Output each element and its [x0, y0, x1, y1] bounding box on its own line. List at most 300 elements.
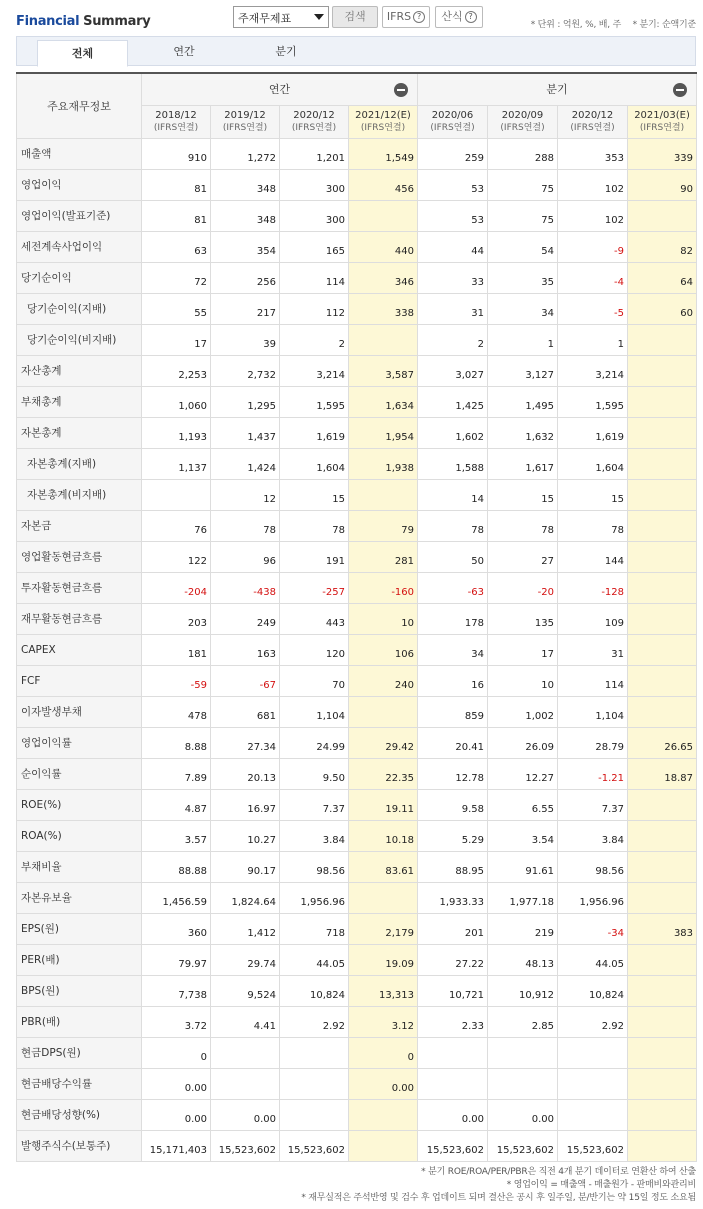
- table-cell: 16.97: [211, 789, 280, 820]
- row-label: PBR(배): [17, 1006, 142, 1037]
- unit-note: * 단위 : 억원, %, 배, 주 * 분기: 순액기준: [530, 20, 696, 30]
- table-cell: 10: [349, 603, 418, 634]
- table-cell: 34: [418, 634, 488, 665]
- table-cell: 13,313: [349, 975, 418, 1006]
- table-cell: 300: [280, 200, 349, 231]
- table-cell: 443: [280, 603, 349, 634]
- table-cell: 1,295: [211, 386, 280, 417]
- table-cell: [558, 1099, 628, 1130]
- table-cell: 3.57: [142, 820, 211, 851]
- table-cell: 203: [142, 603, 211, 634]
- table-cell: [628, 417, 697, 448]
- table-cell: 5.29: [418, 820, 488, 851]
- period-label: 2021/12(E): [355, 109, 411, 121]
- table-row: [17, 262, 697, 293]
- table-cell: 1,617: [488, 448, 558, 479]
- footnote-3: * 재무실적은 주석반영 및 검수 후 업데이트 되며 결산은 공시 후 일주일, 분/반기는 약 15일 정도 소요됨: [301, 1193, 696, 1203]
- table-cell: 217: [211, 293, 280, 324]
- table-cell: 165: [280, 231, 349, 262]
- table-cell: 1,456.59: [142, 882, 211, 913]
- table-cell: 90: [628, 169, 697, 200]
- period-label: 2020/12: [293, 109, 335, 121]
- table-row: [17, 696, 697, 727]
- row-label: ROE(%): [17, 789, 142, 820]
- table-cell: 72: [142, 262, 211, 293]
- table-cell: 346: [349, 262, 418, 293]
- table-cell: 78: [211, 510, 280, 541]
- table-cell: 106: [349, 634, 418, 665]
- table-cell: 859: [418, 696, 488, 727]
- table-cell: 15: [488, 479, 558, 510]
- row-label: 자본금: [17, 510, 142, 541]
- collapse-annual-icon[interactable]: [394, 83, 408, 97]
- table-cell: 163: [211, 634, 280, 665]
- table-cell: 54: [488, 231, 558, 262]
- table-row: [17, 1130, 697, 1161]
- table-cell: 17: [142, 324, 211, 355]
- table-cell: 1,002: [488, 696, 558, 727]
- table-row: [17, 138, 697, 169]
- table-cell: [211, 1068, 280, 1099]
- table-cell: 1,060: [142, 386, 211, 417]
- table-cell: [418, 1037, 488, 1068]
- row-label: ROA(%): [17, 820, 142, 851]
- table-cell: 1,619: [558, 417, 628, 448]
- table-cell: 4.41: [211, 1006, 280, 1037]
- table-cell: 15: [280, 479, 349, 510]
- table-cell: 102: [558, 200, 628, 231]
- row-label: 이자발생부채: [17, 696, 142, 727]
- table-cell: 44: [418, 231, 488, 262]
- row-label: 세전계속사업이익: [17, 231, 142, 262]
- table-cell: 78: [488, 510, 558, 541]
- row-label: 영업이익(발표기준): [17, 200, 142, 231]
- period-basis: (IFRS연결): [360, 122, 406, 133]
- table-row: [17, 851, 697, 882]
- table-cell: -34: [558, 913, 628, 944]
- table-cell: 1,956.96: [558, 882, 628, 913]
- table-cell: 44.05: [558, 944, 628, 975]
- table-cell: 1,193: [142, 417, 211, 448]
- table-row: [17, 510, 697, 541]
- table-cell: 2,253: [142, 355, 211, 386]
- table-cell: 2: [280, 324, 349, 355]
- table-cell: 718: [280, 913, 349, 944]
- table-cell: -160: [349, 572, 418, 603]
- table-cell: [628, 1068, 697, 1099]
- table-cell: 1,619: [280, 417, 349, 448]
- table-cell: 15,171,403: [142, 1130, 211, 1161]
- table-cell: [628, 665, 697, 696]
- table-cell: 1,104: [558, 696, 628, 727]
- table-cell: 63: [142, 231, 211, 262]
- table-cell: 281: [349, 541, 418, 572]
- table-cell: [280, 1068, 349, 1099]
- table-cell: [628, 851, 697, 882]
- table-cell: [418, 1068, 488, 1099]
- period-header: [142, 105, 211, 138]
- table-cell: 10,824: [558, 975, 628, 1006]
- table-cell: 98.56: [558, 851, 628, 882]
- table-cell: 0: [349, 1037, 418, 1068]
- table-cell: -9: [558, 231, 628, 262]
- period-basis: (IFRS연결): [570, 122, 615, 133]
- table-row: [17, 1068, 697, 1099]
- table-row: [17, 820, 697, 851]
- table-cell: 1,201: [280, 138, 349, 169]
- table-cell: 4.87: [142, 789, 211, 820]
- table-cell: 2.85: [488, 1006, 558, 1037]
- row-label: FCF: [17, 665, 142, 696]
- table-cell: [628, 386, 697, 417]
- table-cell: [558, 1068, 628, 1099]
- table-cell: [349, 200, 418, 231]
- row-label: 현금DPS(원): [17, 1037, 142, 1068]
- table-cell: 3.84: [280, 820, 349, 851]
- page-title: [16, 14, 150, 29]
- table-cell: [628, 200, 697, 231]
- table-row: [17, 882, 697, 913]
- table-cell: 10,912: [488, 975, 558, 1006]
- table-row: [17, 727, 697, 758]
- table-cell: 79.97: [142, 944, 211, 975]
- tab-all[interactable]: 전체: [37, 40, 128, 67]
- table-cell: 0.00: [418, 1099, 488, 1130]
- table-cell: 39: [211, 324, 280, 355]
- table-cell: 339: [628, 138, 697, 169]
- table-cell: 681: [211, 696, 280, 727]
- table-cell: 456: [349, 169, 418, 200]
- table-cell: 19.09: [349, 944, 418, 975]
- table-cell: [628, 1006, 697, 1037]
- table-cell: 0.00: [349, 1068, 418, 1099]
- table-cell: 76: [142, 510, 211, 541]
- table-cell: 81: [142, 169, 211, 200]
- table-cell: [349, 1130, 418, 1161]
- row-label: 자산총계: [17, 355, 142, 386]
- table-cell: 109: [558, 603, 628, 634]
- table-cell: 348: [211, 200, 280, 231]
- table-cell: 1,272: [211, 138, 280, 169]
- table-cell: 3.72: [142, 1006, 211, 1037]
- table-cell: 1,604: [558, 448, 628, 479]
- period-header: [349, 105, 418, 138]
- table-cell: -59: [142, 665, 211, 696]
- table-cell: 1,549: [349, 138, 418, 169]
- table-cell: [558, 1037, 628, 1068]
- table-cell: [142, 479, 211, 510]
- row-label: 자본총계(지배): [17, 448, 142, 479]
- table-cell: 27.34: [211, 727, 280, 758]
- table-cell: 10: [488, 665, 558, 696]
- table-cell: 0.00: [211, 1099, 280, 1130]
- period-label: 2018/12: [155, 109, 197, 121]
- period-basis: (IFRS연결): [430, 122, 475, 133]
- table-cell: 33: [418, 262, 488, 293]
- table-cell: 15,523,602: [280, 1130, 349, 1161]
- table-cell: 29.74: [211, 944, 280, 975]
- table-row: [17, 1099, 697, 1130]
- period-basis: (IFRS연결): [639, 122, 685, 133]
- table-cell: 8.88: [142, 727, 211, 758]
- table-cell: -67: [211, 665, 280, 696]
- row-label: 자본유보율: [17, 882, 142, 913]
- table-cell: 1,595: [558, 386, 628, 417]
- period-header: [280, 105, 349, 138]
- title-financial: Financial: [16, 14, 80, 29]
- table-cell: 348: [211, 169, 280, 200]
- table-cell: 3,587: [349, 355, 418, 386]
- table-cell: 98.56: [280, 851, 349, 882]
- table-cell: -257: [280, 572, 349, 603]
- table-cell: 7.37: [280, 789, 349, 820]
- period-basis: (IFRS연결): [153, 122, 199, 133]
- formula-help-button[interactable]: [435, 6, 483, 28]
- table-cell: -438: [211, 572, 280, 603]
- table-row: [17, 200, 697, 231]
- period-label: 2021/03(E): [634, 109, 690, 121]
- table-cell: 79: [349, 510, 418, 541]
- table-row: [17, 386, 697, 417]
- table-cell: 3.54: [488, 820, 558, 851]
- row-label: 자본총계(비지배): [17, 479, 142, 510]
- period-basis: (IFRS연결): [222, 122, 268, 133]
- table-cell: 144: [558, 541, 628, 572]
- period-basis: (IFRS연결): [291, 122, 337, 133]
- table-cell: 35: [488, 262, 558, 293]
- table-cell: 15,523,602: [488, 1130, 558, 1161]
- table-cell: 1,495: [488, 386, 558, 417]
- ifrs-label: IFRS: [386, 10, 412, 23]
- table-cell: 201: [418, 913, 488, 944]
- table-cell: [628, 510, 697, 541]
- table-cell: 1,604: [280, 448, 349, 479]
- table-cell: 50: [418, 541, 488, 572]
- table-cell: 18.87: [628, 758, 697, 789]
- table-cell: 3,027: [418, 355, 488, 386]
- table-cell: 17: [488, 634, 558, 665]
- row-label: PER(배): [17, 944, 142, 975]
- table-row: [17, 1037, 697, 1068]
- table-cell: 10.27: [211, 820, 280, 851]
- table-cell: [349, 479, 418, 510]
- table-cell: 88.88: [142, 851, 211, 882]
- table-cell: [628, 1099, 697, 1130]
- table-cell: [628, 448, 697, 479]
- period-header: [211, 105, 280, 138]
- table-cell: 19.11: [349, 789, 418, 820]
- period-header: [628, 105, 697, 138]
- table-cell: 3,127: [488, 355, 558, 386]
- table-cell: 1,634: [349, 386, 418, 417]
- question-icon: ?: [413, 11, 425, 23]
- table-cell: 1,956.96: [280, 882, 349, 913]
- table-cell: 9.50: [280, 758, 349, 789]
- table-cell: 0.00: [142, 1099, 211, 1130]
- table-cell: 300: [280, 169, 349, 200]
- row-label: 재무활동현금흐름: [17, 603, 142, 634]
- title-summary: Summary: [83, 14, 151, 29]
- table-cell: -63: [418, 572, 488, 603]
- table-cell: -128: [558, 572, 628, 603]
- table-cell: 1,595: [280, 386, 349, 417]
- table-row: [17, 572, 697, 603]
- table-cell: 10.18: [349, 820, 418, 851]
- table-cell: 1,632: [488, 417, 558, 448]
- table-cell: 181: [142, 634, 211, 665]
- period-basis: (IFRS연결): [500, 122, 545, 133]
- table-cell: 102: [558, 169, 628, 200]
- row-label: 발행주식수(보통주): [17, 1130, 142, 1161]
- table-cell: 27.22: [418, 944, 488, 975]
- table-cell: 1,824.64: [211, 882, 280, 913]
- table-cell: 20.13: [211, 758, 280, 789]
- table-cell: 1,424: [211, 448, 280, 479]
- table-row: [17, 944, 697, 975]
- table-cell: 1,588: [418, 448, 488, 479]
- table-cell: 83.61: [349, 851, 418, 882]
- table-cell: 2,179: [349, 913, 418, 944]
- table-cell: 12: [211, 479, 280, 510]
- table-cell: 1: [488, 324, 558, 355]
- row-label: 영업이익률: [17, 727, 142, 758]
- table-cell: 12.27: [488, 758, 558, 789]
- table-cell: 31: [418, 293, 488, 324]
- table-cell: 14: [418, 479, 488, 510]
- table-cell: -1.21: [558, 758, 628, 789]
- table-cell: 191: [280, 541, 349, 572]
- table-row: [17, 665, 697, 696]
- table-cell: 1: [558, 324, 628, 355]
- collapse-quarter-icon[interactable]: [673, 83, 687, 97]
- table-cell: 1,412: [211, 913, 280, 944]
- table-cell: 7,738: [142, 975, 211, 1006]
- table-cell: 15,523,602: [211, 1130, 280, 1161]
- table-cell: 338: [349, 293, 418, 324]
- table-cell: [280, 1099, 349, 1130]
- row-label: BPS(원): [17, 975, 142, 1006]
- table-cell: [628, 634, 697, 665]
- period-header: [558, 105, 628, 138]
- table-cell: [628, 820, 697, 851]
- table-cell: [628, 355, 697, 386]
- table-cell: 88.95: [418, 851, 488, 882]
- table-cell: [628, 975, 697, 1006]
- table-cell: [280, 1037, 349, 1068]
- period-header: [418, 105, 488, 138]
- table-cell: 0.00: [488, 1099, 558, 1130]
- table-cell: 75: [488, 169, 558, 200]
- row-label: EPS(원): [17, 913, 142, 944]
- row-label: 매출액: [17, 138, 142, 169]
- table-cell: 0.00: [142, 1068, 211, 1099]
- table-cell: 360: [142, 913, 211, 944]
- table-cell: 1,977.18: [488, 882, 558, 913]
- table-cell: 60: [628, 293, 697, 324]
- item-header: 주요재무정보: [17, 73, 142, 138]
- table-cell: 31: [558, 634, 628, 665]
- row-label: 당기순이익: [17, 262, 142, 293]
- chevron-down-icon: [314, 14, 324, 20]
- statement-type-select[interactable]: [233, 6, 329, 28]
- table-cell: 26.65: [628, 727, 697, 758]
- table-cell: 34: [488, 293, 558, 324]
- table-cell: [628, 1130, 697, 1161]
- table-cell: 91.61: [488, 851, 558, 882]
- table-cell: 15,523,602: [558, 1130, 628, 1161]
- table-cell: [349, 696, 418, 727]
- table-cell: 353: [558, 138, 628, 169]
- table-cell: 2.92: [558, 1006, 628, 1037]
- row-label: 당기순이익(지배): [17, 293, 142, 324]
- table-cell: 383: [628, 913, 697, 944]
- table-cell: 2.33: [418, 1006, 488, 1037]
- table-cell: [628, 479, 697, 510]
- table-cell: 55: [142, 293, 211, 324]
- table-cell: 219: [488, 913, 558, 944]
- table-row: [17, 758, 697, 789]
- table-row: [17, 231, 697, 262]
- table-row: [17, 169, 697, 200]
- table-cell: 53: [418, 200, 488, 231]
- period-label: 2020/09: [501, 109, 544, 121]
- table-cell: 3,214: [558, 355, 628, 386]
- table-cell: [628, 603, 697, 634]
- table-row: [17, 293, 697, 324]
- row-label: 당기순이익(비지배): [17, 324, 142, 355]
- table-cell: 9,524: [211, 975, 280, 1006]
- row-label: 부채비율: [17, 851, 142, 882]
- search-button[interactable]: 검색: [332, 6, 378, 28]
- table-row: [17, 789, 697, 820]
- financial-summary-table: [16, 72, 697, 1162]
- row-label: 현금배당수익률: [17, 1068, 142, 1099]
- table-cell: 2.92: [280, 1006, 349, 1037]
- row-label: 현금배당성향(%): [17, 1099, 142, 1130]
- table-cell: [349, 882, 418, 913]
- table-cell: 3.12: [349, 1006, 418, 1037]
- table-cell: 27: [488, 541, 558, 572]
- table-row: [17, 448, 697, 479]
- tab-annual[interactable]: 연간: [173, 45, 195, 58]
- table-cell: 440: [349, 231, 418, 262]
- table-cell: [628, 324, 697, 355]
- table-row: [17, 913, 697, 944]
- table-cell: 48.13: [488, 944, 558, 975]
- table-cell: [349, 1099, 418, 1130]
- table-cell: 10,824: [280, 975, 349, 1006]
- ifrs-help-button[interactable]: [382, 6, 430, 28]
- tab-quarter[interactable]: 분기: [275, 45, 297, 58]
- table-row: [17, 634, 697, 665]
- table-cell: 240: [349, 665, 418, 696]
- table-cell: 120: [280, 634, 349, 665]
- toolbar: [16, 4, 696, 36]
- table-cell: 15,523,602: [418, 1130, 488, 1161]
- table-cell: [628, 541, 697, 572]
- table-cell: 9.58: [418, 789, 488, 820]
- table-cell: [488, 1068, 558, 1099]
- table-cell: 6.55: [488, 789, 558, 820]
- table-cell: 78: [280, 510, 349, 541]
- table-cell: 178: [418, 603, 488, 634]
- table-cell: 16: [418, 665, 488, 696]
- formula-label: 산식: [441, 10, 463, 23]
- table-row: [17, 1006, 697, 1037]
- table-cell: 44.05: [280, 944, 349, 975]
- table-cell: [628, 572, 697, 603]
- table-cell: 96: [211, 541, 280, 572]
